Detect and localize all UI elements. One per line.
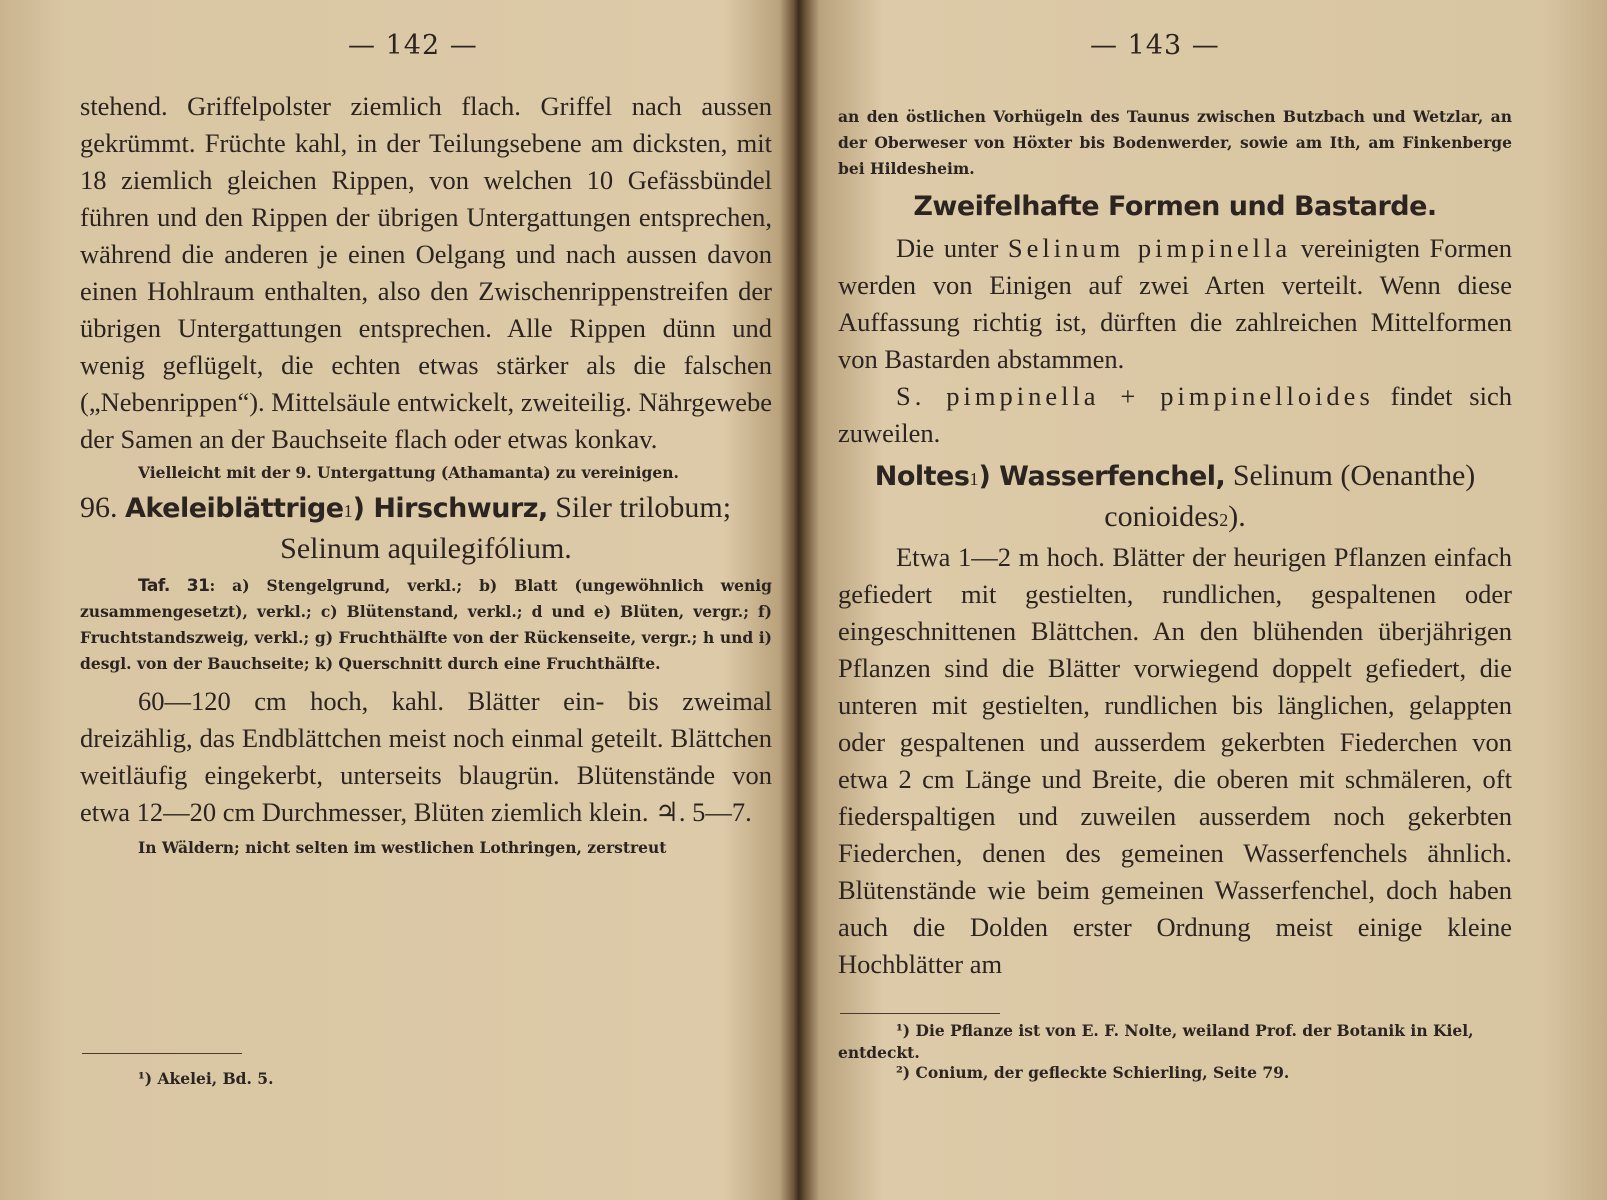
habitat-cont: an den östlichen Vorhügeln des Taunus zwischen Butzbach und Wetzlar, an der Oberweser von Höxter bis Bodenwerder, sowie am Ith, am Finkenberge bei Hildesheim. [838, 107, 1512, 178]
right-text-block [838, 104, 1512, 983]
plate-label: Taf. 31 [138, 576, 210, 596]
entry-latin2-right: conioides [1104, 500, 1220, 533]
footnote-ref: 1 [343, 501, 353, 521]
section-heading: Zweifelhafte Formen und Bastarde. [913, 191, 1437, 222]
para1-text-b: vereinigten Formen werden von Einigen auf zwei Arten verteilt. Wenn diese Auffassung richtig ist, dürften die zahlreichen Mittelformen von Bastarden abstammen. [838, 233, 1512, 374]
plate-caption [80, 573, 772, 677]
entry-latin1: Siler trilobum; [547, 491, 732, 524]
footnote-right-2: ²) Conium, der gefleckte Schierling, Seite 79. [896, 1063, 1290, 1082]
plate-text: : a) Stengelgrund, verkl.; b) Blatt (ungewöhnlich wenig zusammengesetzt), verkl.; c) Blütenstand, verkl.; d und e) Blüten, vergr.; f) Fruchtstandszweig, verkl.; g) Fruchthälfte von der Rückenseite, vergr.; h und i) desgl. von der Bauchseite; k) Querschnitt durch eine Fruchthälfte. [80, 576, 772, 673]
right-page [800, 0, 1607, 1200]
left-page [0, 0, 790, 1200]
footnote-ref-1: 1 [969, 469, 979, 489]
species-heading-right [838, 456, 1512, 497]
para1-spaced: Selinum pimpinella [1007, 233, 1292, 263]
description-tail: stehend. Griffelpolster ziemlich flach. Griffel nach aussen gekrümmt. Früchte kahl, in der Teilungsebene am dicksten, mit 18 ziemlich gleichen Rippen, von welchen 10 Gefässbündel führen und den Rippen der übrigen Untergattungen entsprechen, während die anderen je einen Oelgang und nach aussen davon einen Hohlraum enthalten, also den Zwischenrippenstreifen der übrigen Untergattungen entsprechen. Alle Rippen dünn und wenig geflügelt, die echten etwas stärker als die falschen („Nebenrippen“). Mittelsäule entwickelt, zweiteilig. Nährgewebe der Samen an der Bauchseite flach oder etwas konkav. [80, 91, 772, 454]
description-right: Etwa 1—2 m hoch. Blätter der heurigen Pflanzen einfach gefiedert mit gestielten, rundlichen, gespaltenen oder eingeschnittenen Blättchen. An den blühenden überjährigen Pflanzen sind die Blätter vorwiegend doppelt gefiedert, die unteren mit gestielten, rundlichen bis länglichen, gelappten oder gespaltenen und ausserdem gekerbten Fiederchen von etwa 2 cm Länge und Breite, die oberen mit schmäleren, oft fiederspaltigen und zuweilen ausserdem noch gekerbten Fiederchen, denen des gemeinen Wasserfenchels ähnlich. Blütenstände wie beim gemeinen Wasserfenchel, doch haben auch die Dolden erster Ordnung meist einige kleine Hochblätter am [838, 542, 1512, 979]
para2-text-b: findet sich zuweilen. [838, 381, 1512, 448]
entry-name-right: Noltes [874, 461, 970, 492]
entry-number: 96. [80, 491, 118, 524]
entry-latin2-end: ). [1228, 500, 1246, 533]
entry-latin1-right: Selinum (Oenanthe) [1225, 459, 1476, 492]
para2-spaced: S. pimpinella + pimpinelloides [896, 381, 1374, 411]
species-heading-left [80, 488, 772, 529]
habitat-left: In Wäldern; nicht selten im westlichen Lothringen, zerstreut [138, 838, 667, 857]
footnote-left: ¹) Akelei, Bd. 5. [138, 1069, 274, 1088]
page-number-right: — 143 — [1090, 30, 1220, 61]
entry-latin2: Selinum aquilegifólium. [280, 532, 572, 565]
footnote-rule-left [82, 1053, 242, 1054]
para1-text-a: Die unter [896, 233, 1008, 263]
entry-name2: ) Hirschwurz, [352, 493, 548, 524]
note: Vielleicht mit der 9. Untergattung (Athamanta) zu vereinigen. [138, 463, 679, 482]
footnote-rule-right [840, 1013, 1000, 1014]
footnote-right-1: ¹) Die Pflanze ist von E. F. Nolte, weiland Prof. der Botanik in Kiel, entdeckt. [838, 1021, 1474, 1062]
footnote-ref-2: 2 [1219, 510, 1229, 530]
paragraph-2 [838, 378, 1512, 452]
entry-name: Akeleiblättrige [125, 493, 344, 524]
left-text-block [80, 88, 772, 861]
description-left: 60—120 cm hoch, kahl. Blätter ein- bis zweimal dreizählig, das Endblättchen meist noch einmal geteilt. Blättchen weitläufig eingekerbt, unterseits blaugrün. Blütenstände von etwa 12—20 cm Durchmesser, Blüten ziemlich klein. ♃. 5—7. [80, 686, 772, 827]
paragraph-1 [838, 230, 1512, 378]
page-number-left: — 142 — [348, 30, 478, 61]
entry-name2-right: ) Wasserfenchel, [978, 461, 1226, 492]
entry-latin2-right-line [838, 497, 1512, 537]
